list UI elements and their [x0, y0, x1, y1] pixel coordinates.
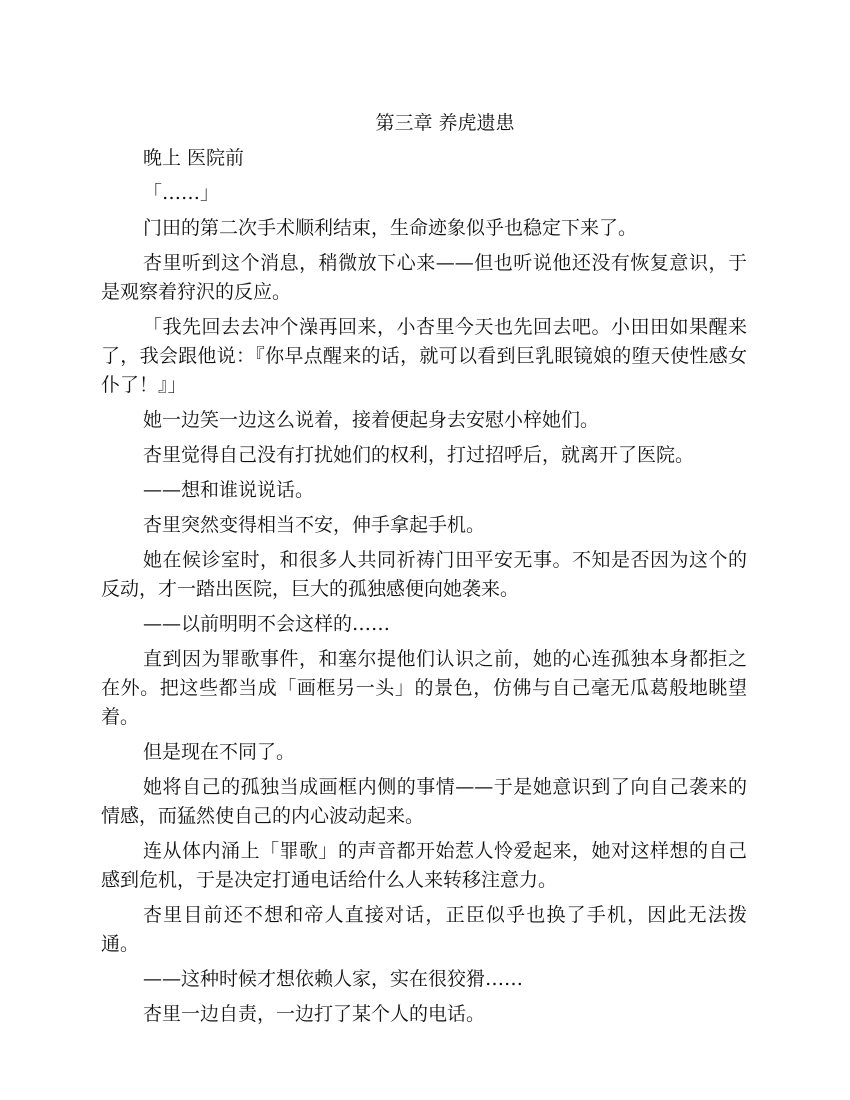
- paragraph: 杏里目前还不想和帝人直接对话，正臣似乎也换了手机，因此无法拨通。: [101, 904, 747, 955]
- paragraph: 晚上 医院前: [143, 147, 245, 169]
- paragraph: 杏里听到这个消息，稍微放下心来——但也听说他还没有恢复意识，于是观察着狩沢的反应。: [101, 252, 747, 303]
- paragraph: 杏里一边自责，一边打了某个人的电话。: [143, 1003, 486, 1025]
- paragraph: 她在候诊室时，和很多人共同祈祷门田平安无事。不知是否因为这个的反动，才一踏出医院，巨大的孤独感便向她袭来。: [101, 549, 747, 600]
- paragraph: 杏里觉得自己没有打扰她们的权利，打过招呼后，就离开了医院。: [143, 444, 695, 466]
- paragraph: 杏里突然变得相当不安，伸手拿起手机。: [143, 514, 486, 536]
- paragraph: ——以前明明不会这样的……: [143, 613, 391, 635]
- paragraph: 她将自己的孤独当成画框内侧的事情——于是她意识到了向自己袭来的情感，而猛然使自己的内心波动起来。: [101, 776, 747, 827]
- paragraph: 「我先回去去冲个澡再回来，小杏里今天也先回去吧。小田田如果醒来了，我会跟他说：『你早点醒来的话，就可以看到巨乳眼镜娘的堕天使性感女仆了！』」: [101, 316, 747, 396]
- body-text: [101, 144, 747, 1035]
- paragraph: ——这种时候才想依赖人家，实在很狡猾……: [143, 968, 524, 990]
- paragraph: 门田的第二次手术顺利结束，生命迹象似乎也稳定下来了。: [143, 217, 638, 239]
- chapter-title: 第三章 养虎遗患: [375, 112, 515, 134]
- paragraph: 连从体内涌上「罪歌」的声音都开始惹人怜爱起来，她对这样想的自己感到危机，于是决定打通电话给什么人来转移注意力。: [101, 840, 747, 891]
- paragraph: 「……」: [143, 182, 220, 204]
- paragraph: 直到因为罪歌事件，和塞尔提他们认识之前，她的心连孤独本身都拒之在外。把这些都当成「画框另一头」的景色，仿佛与自己毫无瓜葛般地眺望着。: [101, 648, 747, 728]
- paragraph: ——想和谁说说话。: [143, 479, 315, 501]
- paragraph: 她一边笑一边这么说着，接着便起身去安慰小梓她们。: [143, 409, 600, 431]
- paragraph: 但是现在不同了。: [143, 741, 296, 763]
